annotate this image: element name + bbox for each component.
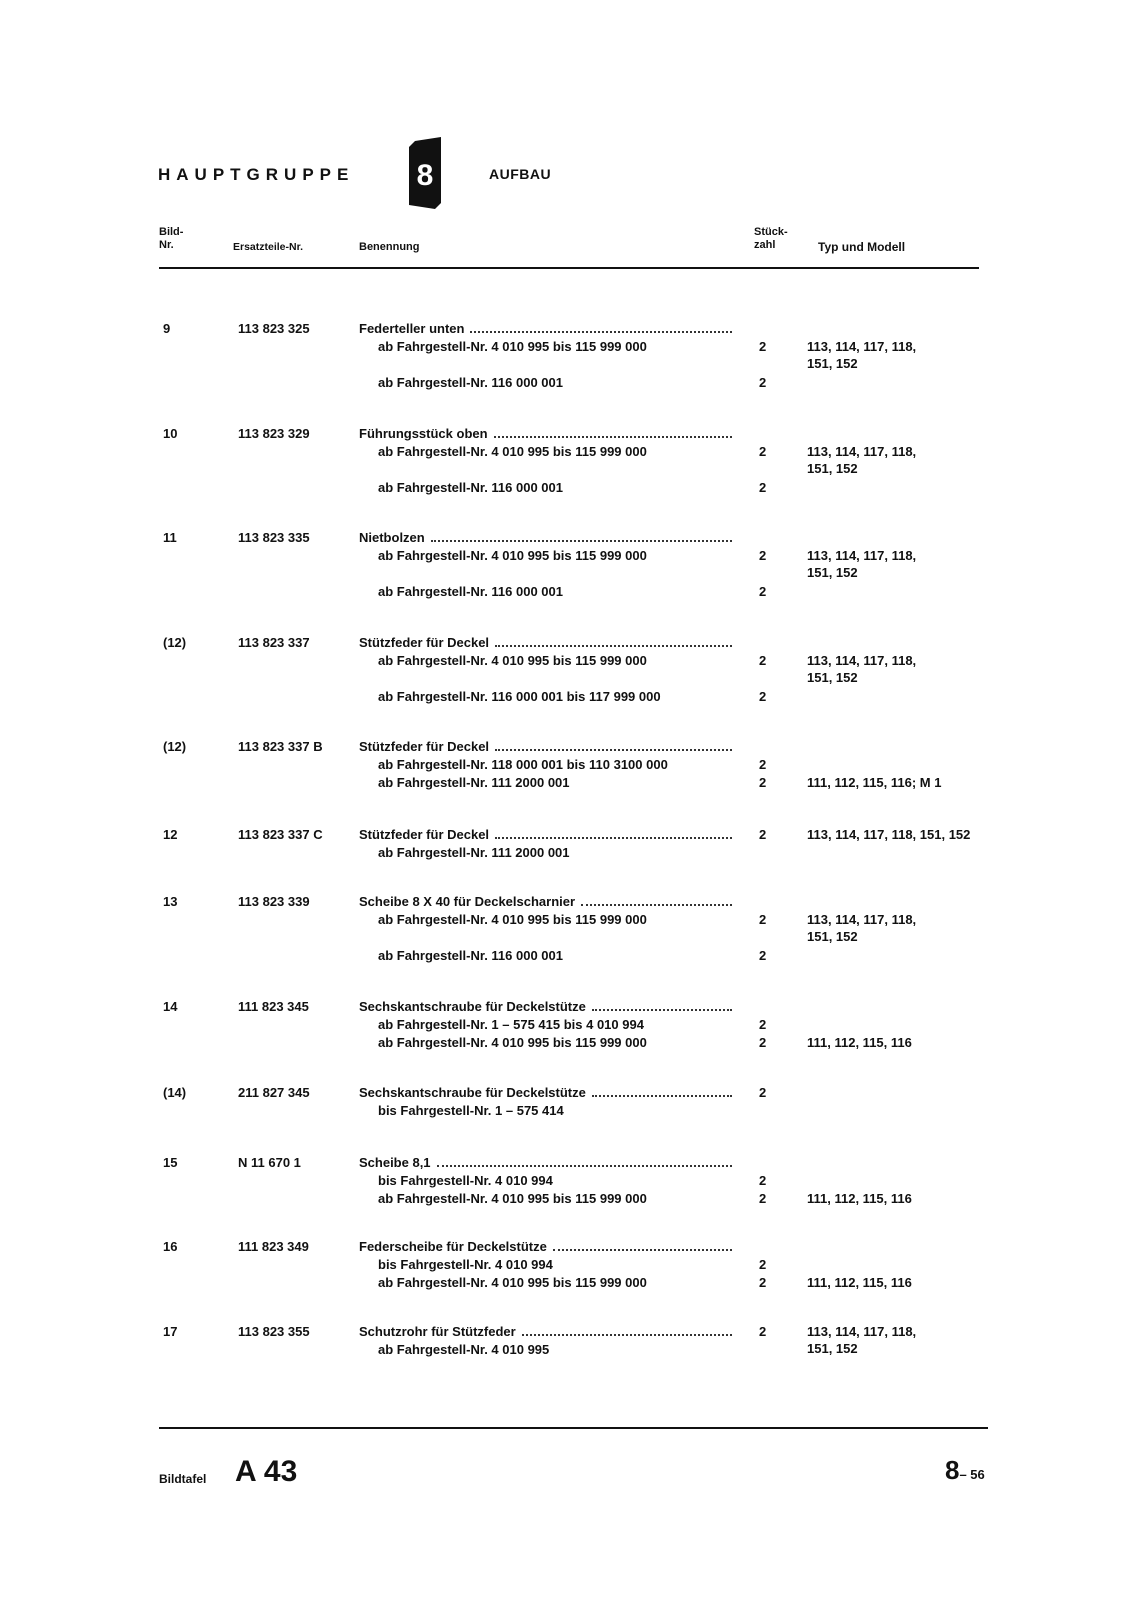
part-description	[359, 738, 732, 755]
quantity: 2	[759, 1173, 767, 1188]
quantity: 2	[759, 757, 767, 772]
chassis-range: ab Fahrgestell-Nr. 118 000 001 bis 110 3100 000	[378, 757, 668, 772]
chassis-range: ab Fahrgestell-Nr. 4 010 995	[378, 1342, 550, 1357]
bild-nr: 13	[163, 894, 178, 909]
model-types: 151, 152	[807, 356, 858, 371]
quantity: 2	[759, 444, 767, 459]
model-types: 113, 114, 117, 118,	[807, 548, 917, 563]
model-types: 111, 112, 115, 116; M 1	[807, 775, 942, 790]
page-number: 8– 56	[945, 1455, 985, 1485]
bild-nr: (14)	[163, 1085, 187, 1100]
part-description	[359, 893, 732, 910]
quantity: 2	[759, 653, 767, 668]
dot-leader	[495, 837, 732, 839]
header-divider	[159, 267, 979, 269]
col-header-ersatzteil: Ersatzteile-Nr.	[233, 241, 304, 253]
quantity: 2	[759, 912, 767, 927]
model-types: 151, 152	[807, 1341, 858, 1356]
part-number: 113 823 339	[238, 894, 310, 909]
part-description-text: Stützfeder für Deckel	[359, 739, 490, 754]
part-description-text: Scheibe 8,1	[359, 1155, 431, 1170]
part-description	[359, 826, 732, 843]
part-description	[359, 320, 732, 337]
part-number: 113 823 337 B	[238, 739, 323, 754]
quantity: 2	[759, 1017, 767, 1032]
quantity: 2	[759, 1257, 767, 1272]
part-number: 113 823 325	[238, 321, 310, 336]
part-description-text: Federscheibe für Deckelstütze	[359, 1239, 547, 1254]
chassis-range: ab Fahrgestell-Nr. 4 010 995 bis 115 999 000	[378, 1035, 647, 1050]
part-description	[359, 1154, 732, 1171]
quantity: 2	[759, 375, 767, 390]
model-types: 111, 112, 115, 116	[807, 1275, 912, 1290]
quantity: 2	[759, 480, 767, 495]
part-description	[359, 1323, 732, 1340]
group-number-badge-icon	[401, 137, 449, 209]
bild-nr: (12)	[163, 635, 187, 650]
part-number: 111 823 349	[238, 1239, 309, 1254]
chassis-range: ab Fahrgestell-Nr. 111 2000 001	[378, 845, 570, 860]
model-types: 151, 152	[807, 670, 858, 685]
bild-nr: 14	[163, 999, 178, 1014]
bild-nr: 9	[163, 321, 171, 336]
chassis-range: ab Fahrgestell-Nr. 4 010 995 bis 115 999 000	[378, 444, 647, 459]
dot-leader	[522, 1334, 732, 1336]
part-description	[359, 1238, 732, 1255]
chassis-range: ab Fahrgestell-Nr. 116 000 001	[378, 375, 563, 390]
chassis-range: ab Fahrgestell-Nr. 4 010 995 bis 115 999 000	[378, 1191, 647, 1206]
chassis-range: bis Fahrgestell-Nr. 4 010 994	[378, 1257, 553, 1272]
part-number: 113 823 337 C	[238, 827, 323, 842]
chassis-range: ab Fahrgestell-Nr. 4 010 995 bis 115 999 000	[378, 339, 647, 354]
part-description	[359, 529, 732, 546]
bild-nr: 11	[163, 530, 177, 545]
dot-leader	[592, 1009, 732, 1011]
bild-nr: 15	[163, 1155, 178, 1170]
chassis-range: ab Fahrgestell-Nr. 111 2000 001	[378, 775, 570, 790]
quantity: 2	[759, 1275, 767, 1290]
part-description-text: Schutzrohr für Stützfeder	[359, 1324, 516, 1339]
part-number: 113 823 355	[238, 1324, 310, 1339]
col-header-bild-nr: Bild- Nr.	[159, 226, 184, 251]
footer-divider	[159, 1427, 988, 1429]
group-name: AUFBAU	[489, 166, 552, 182]
chassis-range: ab Fahrgestell-Nr. 116 000 001	[378, 584, 563, 599]
dot-leader	[495, 645, 732, 647]
model-types: 113, 114, 117, 118,	[807, 339, 917, 354]
dot-leader	[592, 1095, 732, 1097]
model-types: 113, 114, 117, 118,	[807, 653, 917, 668]
model-types: 151, 152	[807, 461, 858, 476]
part-description	[359, 425, 732, 442]
part-number: N 11 670 1	[238, 1155, 301, 1170]
model-types: 113, 114, 117, 118, 151, 152	[807, 827, 971, 842]
dot-leader	[495, 749, 732, 751]
model-types: 151, 152	[807, 929, 858, 944]
quantity: 2	[759, 548, 767, 563]
dot-leader	[494, 436, 732, 438]
part-description-text: Sechskantschraube für Deckelstütze	[359, 1085, 586, 1100]
quantity: 2	[759, 1324, 767, 1339]
part-description	[359, 634, 732, 651]
chassis-range: bis Fahrgestell-Nr. 1 – 575 414	[378, 1103, 564, 1118]
quantity: 2	[759, 827, 767, 842]
chassis-range: ab Fahrgestell-Nr. 1 – 575 415 bis 4 010 994	[378, 1017, 644, 1032]
chassis-range: ab Fahrgestell-Nr. 4 010 995 bis 115 999 000	[378, 1275, 647, 1290]
group-label: HAUPTGRUPPE	[158, 165, 355, 184]
bild-nr: 17	[163, 1324, 178, 1339]
chassis-range: ab Fahrgestell-Nr. 4 010 995 bis 115 999 000	[378, 548, 647, 563]
dot-leader	[470, 331, 732, 333]
dot-leader	[431, 540, 732, 542]
chassis-range: ab Fahrgestell-Nr. 4 010 995 bis 115 999 000	[378, 653, 647, 668]
part-number: 113 823 337	[238, 635, 310, 650]
chassis-range: ab Fahrgestell-Nr. 116 000 001 bis 117 999 000	[378, 689, 661, 704]
part-description-text: Stützfeder für Deckel	[359, 827, 490, 842]
model-types: 113, 114, 117, 118,	[807, 912, 917, 927]
quantity: 2	[759, 775, 767, 790]
part-description-text: Federteller unten	[359, 321, 465, 336]
part-description	[359, 998, 732, 1015]
col-header-typ: Typ und Modell	[818, 240, 906, 254]
quantity: 2	[759, 948, 767, 963]
part-description-text: Scheibe 8 X 40 für Deckelscharnier	[359, 894, 576, 909]
group-number: 8	[416, 159, 434, 192]
part-number: 113 823 329	[238, 426, 310, 441]
chassis-range: ab Fahrgestell-Nr. 116 000 001	[378, 948, 563, 963]
quantity: 2	[759, 339, 767, 354]
quantity: 2	[759, 1085, 767, 1100]
bildtafel-code: A 43	[235, 1455, 298, 1488]
bildtafel-label: Bildtafel	[159, 1472, 207, 1486]
part-number: 111 823 345	[238, 999, 309, 1014]
chassis-range: ab Fahrgestell-Nr. 4 010 995 bis 115 999 000	[378, 912, 647, 927]
model-types: 111, 112, 115, 116	[807, 1035, 912, 1050]
part-description-text: Führungsstück oben	[359, 426, 488, 441]
model-types: 111, 112, 115, 116	[807, 1191, 912, 1206]
bild-nr: (12)	[163, 739, 187, 754]
part-description	[359, 1084, 732, 1101]
bild-nr: 12	[163, 827, 178, 842]
part-number: 113 823 335	[238, 530, 310, 545]
part-description-text: Stützfeder für Deckel	[359, 635, 490, 650]
dot-leader	[553, 1249, 732, 1251]
bild-nr: 16	[163, 1239, 178, 1254]
part-description-text: Nietbolzen	[359, 530, 425, 545]
model-types: 151, 152	[807, 565, 858, 580]
col-header-benennung: Benennung	[359, 241, 420, 253]
col-header-stueckzahl: Stück- zahl	[754, 226, 788, 251]
quantity: 2	[759, 1191, 767, 1206]
part-description-text: Sechskantschraube für Deckelstütze	[359, 999, 586, 1014]
chassis-range: ab Fahrgestell-Nr. 116 000 001	[378, 480, 563, 495]
quantity: 2	[759, 689, 767, 704]
dot-leader	[437, 1165, 732, 1167]
model-types: 113, 114, 117, 118,	[807, 1324, 917, 1339]
chassis-range: bis Fahrgestell-Nr. 4 010 994	[378, 1173, 553, 1188]
model-types: 113, 114, 117, 118,	[807, 444, 917, 459]
dot-leader	[581, 904, 732, 906]
bild-nr: 10	[163, 426, 178, 441]
quantity: 2	[759, 584, 767, 599]
part-number: 211 827 345	[238, 1085, 310, 1100]
quantity: 2	[759, 1035, 767, 1050]
